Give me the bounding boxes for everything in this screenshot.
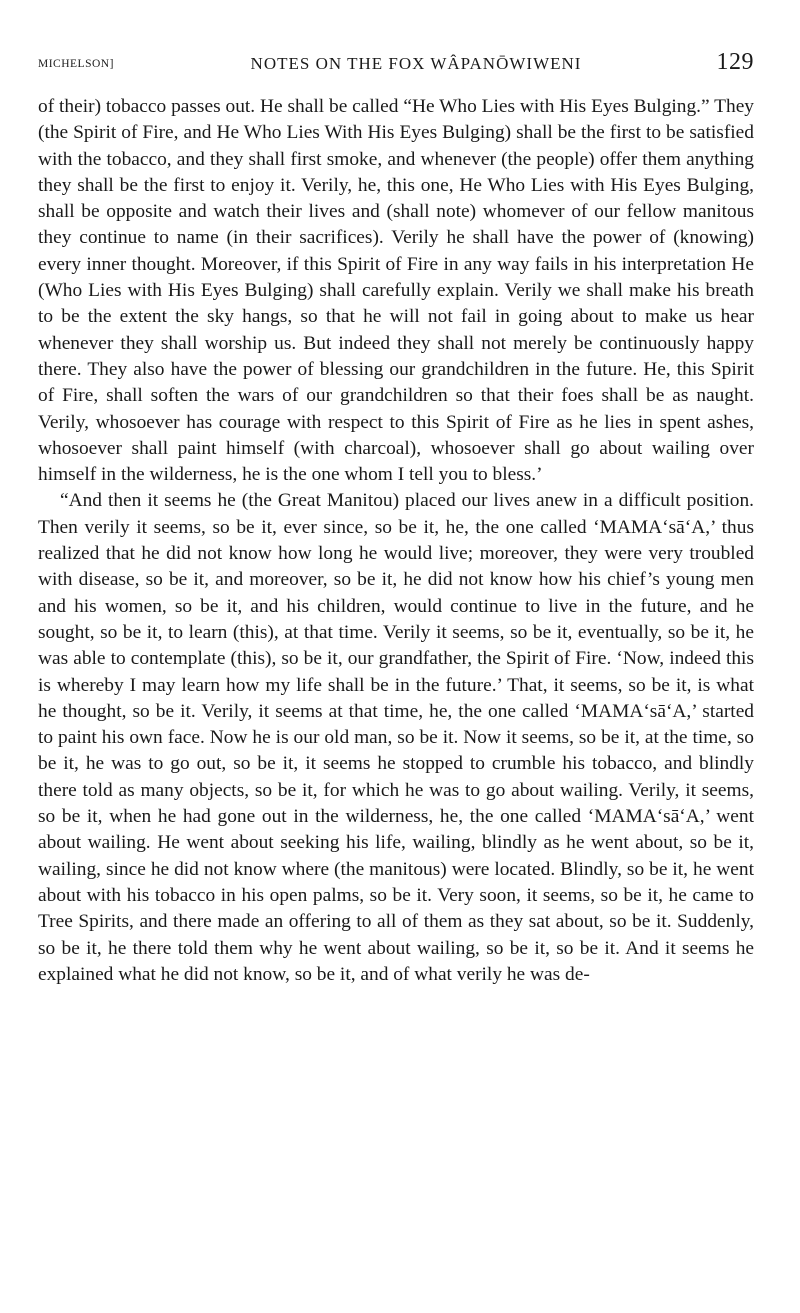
running-head-author: MICHELSON]: [38, 58, 114, 70]
book-page: [38, 48, 754, 988]
paragraph-continued: of their) tobacco passes out. He shall be called “He Who Lies with His Eyes Bulging.” They (the Spirit of Fire, and He Who Lies With His Eyes Bulging) shall be the first to be satisfied with the tobacco, and they shall first smoke, and whenever (the people) offer them anything they shall be the first to enjoy it. Verily, he, this one, He Who Lies with His Eyes Bulging, shall be opposite and watch their lives and (shall note) whomever of our fellow manitous they continue to name (in their sacrifices). Verily he shall have the power of (knowing) every inner thought. Moreover, if this Spirit of Fire in any way fails in his interpretation He (Who Lies with His Eyes Bulging) shall carefully explain. Verily we shall make his breath to be the extent the sky hangs, so that he will not fail in going about to make us hear whenever they shall worship us. But indeed they shall not merely be continuously happy there. They also have the power of blessing our grandchildren in the future. He, this Spirit of Fire, shall soften the wars of our grandchildren so that their foes shall be as naught. Verily, whosoever has courage with respect to this Spirit of Fire as he lies in spent ashes, whosoever shall paint himself (with charcoal), whosoever shall go about wailing over himself in the wilderness, he is the one whom I tell you to bless.’: [38, 96, 754, 486]
running-head-title: NOTES ON THE FOX WÂPANŌWIWENI: [250, 54, 582, 73]
running-head: [38, 48, 754, 82]
body-text: [38, 94, 754, 988]
paragraph: “And then it seems he (the Great Manitou) placed our lives anew in a difficult position. Then verily it seems, so be it, ever since, so be it, he, the one called ‘MAMAʻsāʻA,’ thus realized that he did not know how long he would live; moreover, they were very troubled with disease, so be it, and moreover, so be it, he did not know how his chief’s young men and his women, so be it, and his children, would continue to live in the future, and he sought, so be it, to learn (this), at that time. Verily it seems, so be it, eventually, so be it, he was able to contemplate (this), so be it, our grandfather, the Spirit of Fire. ‘Now, indeed this is whereby I may learn how my life shall be in the future.’ That, it seems, so be it, is what he thought, so be it. Verily, it seems at that time, he, the one called ‘MAMAʻsāʻA,’ started to paint his own face. Now he is our old man, so be it. Now it seems, so be it, at the time, so be it, he was to go out, so be it, it seems he stopped to crumble his tobacco, and blindly there told as many objects, so be it, for which he was to go about wailing. Verily, it seems, so be it, when he had gone out in the wilderness, he, the one called ‘MAMAʻsāʻA,’ went about wailing. He went about seeking his life, wailing, blindly as he went about, so be it, wailing, since he did not know where (the manitous) were located. Blindly, so be it, he went about with his tobacco in his open palms, so be it. Very soon, it seems, so be it, he came to Tree Spirits, and there made an offering to all of them as they sat about, so be it. Suddenly, so be it, he there told them why he went about wailing, so be it, so be it. And it seems he explained what he did not know, so be it, and of what verily he was de-: [38, 490, 754, 985]
page-number: 129: [716, 49, 754, 75]
